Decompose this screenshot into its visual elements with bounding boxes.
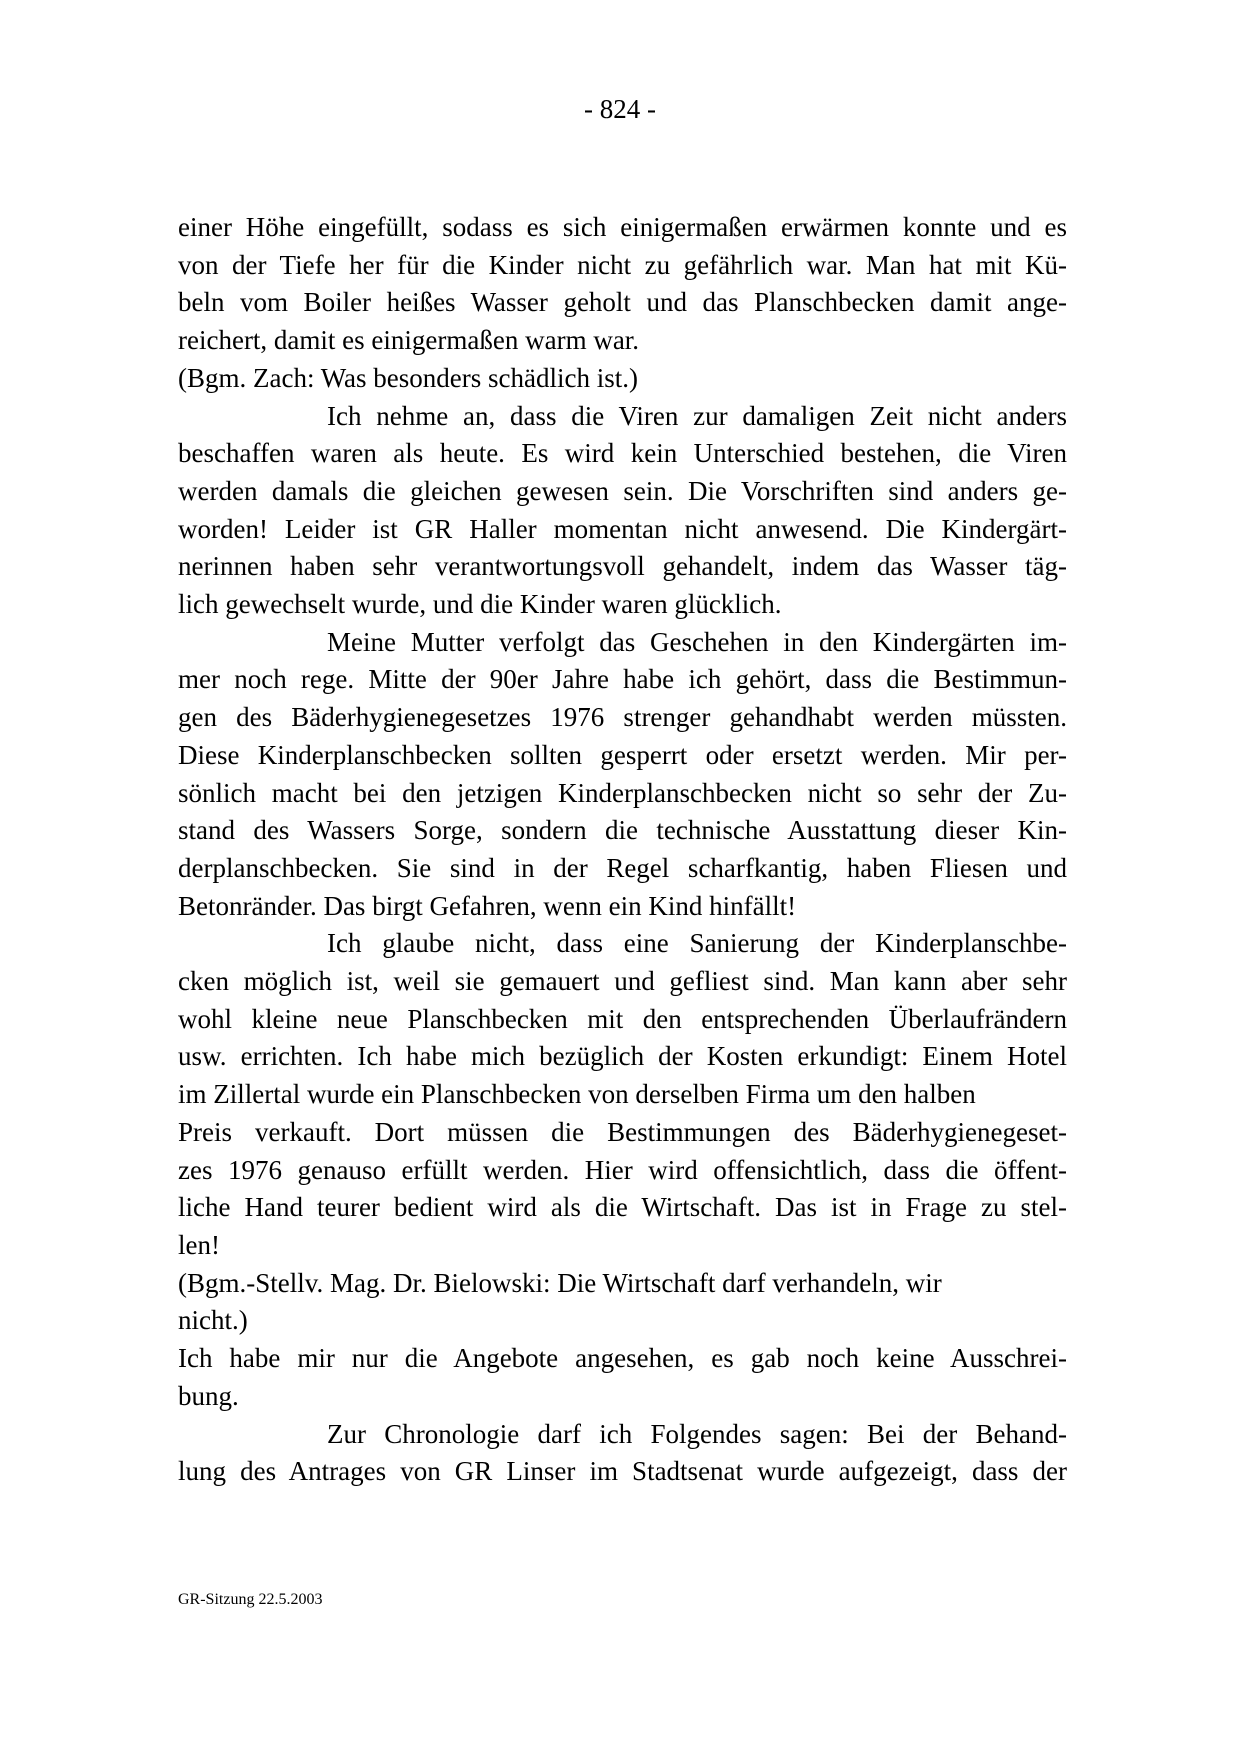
footer-session-date: GR-Sitzung 22.5.2003 <box>178 1591 323 1608</box>
text-line: werden damals die gleichen gewesen sein. Die Vorschriften sind anders ge- <box>178 475 1067 506</box>
paragraph <box>178 209 1067 360</box>
text-line: cken möglich ist, weil sie gemauert und gefliest sind. Man kann aber sehr <box>178 966 1067 997</box>
text-line: lung des Antrages von GR Linser im Stadtsenat wurde aufgezeigt, dass der <box>178 1456 1067 1487</box>
paragraph <box>178 1416 1067 1491</box>
text-line: beschaffen waren als heute. Es wird kein Unterschied bestehen, die Viren <box>178 438 1067 469</box>
text-line: (Bgm.-Stellv. Mag. Dr. Bielowski: Die Wirtschaft darf verhandeln, wir <box>178 1267 942 1298</box>
text-line: sönlich macht bei den jetzigen Kinderplanschbecken nicht so sehr der Zu- <box>178 777 1067 808</box>
text-line: bung. <box>178 1380 239 1411</box>
text-line: Diese Kinderplanschbecken sollten gesperrt oder ersetzt werden. Mir per- <box>178 739 1067 770</box>
text-line: lich gewechselt wurde, und die Kinder waren glücklich. <box>178 589 782 620</box>
text-line: mer noch rege. Mitte der 90er Jahre habe ich gehört, dass die Bestimmun- <box>178 664 1067 695</box>
text-line: gen des Bäderhygienegesetzes 1976 strenger gehandhabt werden müssten. <box>178 702 1067 733</box>
text-line: nicht.) <box>178 1305 248 1336</box>
text-line: reichert, damit es einigermaßen warm war. <box>178 325 640 356</box>
text-line: usw. errichten. Ich habe mich bezüglich der Kosten erkundigt: Einem Hotel <box>178 1041 1067 1072</box>
text-line: Ich glaube nicht, dass eine Sanierung der Kinderplanschbe- <box>327 928 1067 959</box>
text-line: Ich nehme an, dass die Viren zur damaligen Zeit nicht anders <box>327 400 1067 431</box>
interjection <box>178 360 1067 398</box>
text-line: derplanschbecken. Sie sind in der Regel scharfkantig, haben Fliesen und <box>178 852 1067 883</box>
text-line: von der Tiefe her für die Kinder nicht zu gefährlich war. Man hat mit Kü- <box>178 249 1067 280</box>
text-line: im Zillertal wurde ein Planschbecken von derselben Firma um den halben <box>178 1079 976 1110</box>
text-line: worden! Leider ist GR Haller momentan nicht anwesend. Die Kindergärt- <box>178 513 1067 544</box>
text-line: wohl kleine neue Planschbecken mit den entsprechenden Überlaufrändern <box>178 1003 1067 1034</box>
text-line: beln vom Boiler heißes Wasser geholt und das Planschbecken damit ange- <box>178 287 1067 318</box>
paragraph <box>178 624 1067 926</box>
text-line: zes 1976 genauso erfüllt werden. Hier wird offensichtlich, dass die öffent- <box>178 1154 1067 1185</box>
page-number: - 824 - <box>584 94 656 124</box>
text-line: nerinnen haben sehr verantwortungsvoll gehandelt, indem das Wasser täg- <box>178 551 1067 582</box>
paragraph <box>178 398 1067 624</box>
text-line: Meine Mutter verfolgt das Geschehen in den Kindergärten im- <box>327 626 1067 657</box>
text-line: (Bgm. Zach: Was besonders schädlich ist.) <box>178 362 638 393</box>
text-line: Betonränder. Das birgt Gefahren, wenn ein Kind hinfällt! <box>178 890 797 921</box>
paragraph <box>178 925 1067 1264</box>
text-line: len! <box>178 1229 220 1260</box>
text-line: Preis verkauft. Dort müssen die Bestimmungen des Bäderhygienegeset- <box>178 1116 1067 1147</box>
text-line: Ich habe mir nur die Angebote angesehen, es gab noch keine Ausschrei- <box>178 1343 1067 1374</box>
text-line: liche Hand teurer bedient wird als die Wirtschaft. Das ist in Frage zu stel- <box>178 1192 1067 1223</box>
interjection <box>178 1265 1067 1340</box>
text-line: einer Höhe eingefüllt, sodass es sich einigermaßen erwärmen konnte und es <box>178 212 1067 242</box>
body-text <box>178 209 1067 1491</box>
paragraph <box>178 1340 1067 1415</box>
text-line: stand des Wassers Sorge, sondern die technische Ausstattung dieser Kin- <box>178 815 1067 846</box>
text-line: Zur Chronologie darf ich Folgendes sagen: Bei der Behand- <box>327 1418 1067 1449</box>
